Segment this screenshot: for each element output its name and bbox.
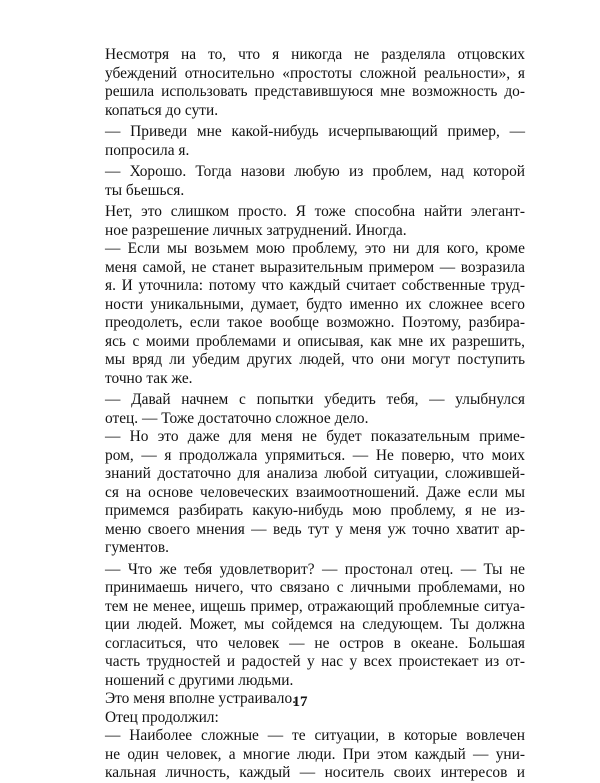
- text-line: тем не менее, ищешь пример, отражающий проблемные ситуа-: [105, 597, 525, 615]
- text-line: кальная личность, каждый — носитель своих интересов и: [105, 764, 525, 781]
- text-line: ром, — я продолжала упрямиться. — Не поверю, что моих: [105, 446, 525, 464]
- text-line: я. И уточнила: потому что каждый считает собственные труд-: [105, 277, 525, 294]
- text-line: попросила я.: [105, 141, 190, 159]
- text-line: мы вряд ли убедим других людей, что они могут поступить: [105, 351, 525, 368]
- text-line: Нет, это слишком просто. Я тоже способна найти элегант-: [105, 203, 525, 220]
- text-line: примемся разбирать какую-нибудь мою проблему, я не из-: [105, 502, 525, 519]
- text-line: — Если мы возьмем мою проблему, это ни для кого, кроме: [105, 240, 525, 257]
- text-line: меня самой, не станет выразительным примером — возразила: [105, 258, 525, 276]
- text-line: ты бьешься.: [105, 181, 185, 199]
- text-line: принимаешь ничего, что связано с личными проблемами, но: [105, 579, 525, 596]
- text-line: решила использовать представившуюся мне возможность до-: [105, 83, 525, 100]
- text-line: ношений с другими людьми.: [105, 671, 294, 689]
- text-line: — Что же тебя удовлетворит? — простонал отец. — Ты не: [105, 560, 525, 578]
- text-line: ное разрешение личных затруднений. Иногда.: [105, 221, 407, 239]
- text-line: гументов.: [105, 539, 169, 556]
- text-line: копаться до сути.: [105, 101, 219, 119]
- text-line: Это меня вполне устраивало.: [105, 690, 297, 707]
- text-line: ясь с моими проблемами и описывая, как мне их разрешить,: [105, 332, 525, 350]
- text-line: отец. — Тоже достаточно сложное дело.: [105, 409, 369, 427]
- text-line: ности уникальными, думает, будто именно их сложнее всего: [105, 295, 525, 313]
- text-line: знаний достаточно для анализа любой ситуации, сложившей-: [105, 465, 525, 482]
- text-line: — Наиболее сложные — те ситуации, в которые вовлечен: [105, 727, 525, 744]
- text-line: — Давай начнем с попытки убедить тебя, — улыбнулся: [105, 391, 525, 408]
- page-number: 17: [292, 694, 308, 710]
- text-line: меню своего мнения — ведь тут у меня уж точно хватит ар-: [105, 520, 525, 538]
- text-line: — Но это даже для меня не будет показательным приме-: [105, 428, 525, 445]
- text-line: ции людей. Может, мы сойдемся на следующем. Ты должна: [105, 616, 525, 633]
- text-line: не один человек, а многие люди. При этом каждый — уни-: [105, 745, 525, 763]
- text-line: — Приведи мне какой-нибудь исчерпывающий пример, —: [105, 123, 525, 140]
- text-line: — Хорошо. Тогда назови любую из проблем, над которой: [105, 163, 525, 180]
- text-line: точно так же.: [105, 369, 193, 387]
- text-line: часть трудностей и радостей у нас у всех проистекает из от-: [105, 653, 525, 670]
- text-line: Отец продолжил:: [105, 708, 219, 726]
- text-line: ся на основе человеческих взаимоотношений. Даже если мы: [105, 483, 525, 501]
- text-line: убеждений относительно «простоты сложной реальности», я: [105, 64, 525, 82]
- text-line: согласиться, что человек — не остров в океане. Большая: [105, 634, 525, 652]
- text-line: преодолеть, если такое вообще возможно. Поэтому, разбира-: [105, 314, 525, 331]
- page-body-text: [105, 46, 525, 783]
- text-line: Несмотря на то, что я никогда не разделяла отцовских: [105, 46, 525, 63]
